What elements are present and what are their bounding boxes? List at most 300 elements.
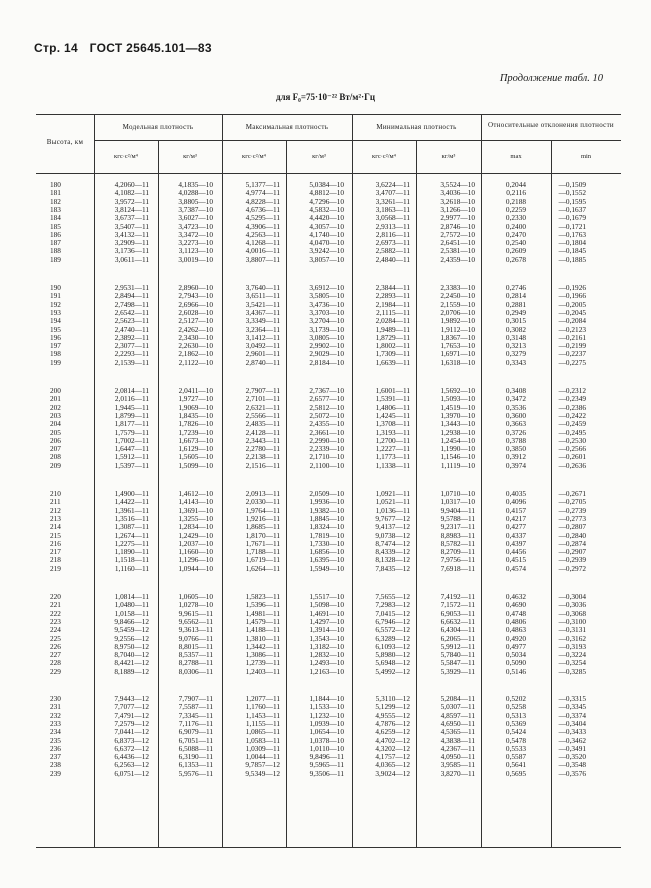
- altitude-cell: 222: [50, 608, 61, 618]
- rel-max-cell: 0,2116: [506, 188, 526, 198]
- min-kg-cell: 1,7653—10: [440, 341, 475, 351]
- rel-min-cell: —0,2773: [558, 513, 586, 523]
- model-kgs-cell: 1,5397—11: [114, 460, 149, 470]
- min-kgs-cell: 1,9489—11: [375, 324, 410, 334]
- rel-min-cell: —0,2939: [558, 555, 586, 565]
- min-kg-cell: 1,8367—10: [440, 332, 475, 342]
- rel-max-cell: 0,4096: [505, 497, 526, 507]
- rel-min-cell: —0,3491: [558, 743, 586, 753]
- min-kgs-cell: 1,1338—11: [375, 460, 410, 470]
- max-kgs-cell: 2,4128—11: [245, 427, 280, 437]
- min-kgs-cell: 1,8729—11: [375, 332, 410, 342]
- altitude-cell: 226: [50, 641, 61, 651]
- model-kgs-cell: 8,9750—12: [114, 641, 149, 651]
- max-kgs-cell: 4,8228—11: [245, 196, 280, 206]
- model-kg-cell: 3,2273—10: [178, 238, 213, 248]
- max-kgs-cell: 1,1155—11: [245, 718, 280, 728]
- rel-min-cell: —0,2084: [558, 316, 586, 326]
- max-kgs-cell: 2,4835—11: [245, 419, 280, 429]
- model-kgs-cell: 2,5623—11: [114, 316, 149, 326]
- rel-min-cell: —0,3462: [558, 735, 586, 745]
- model-kg-cell: 1,3255—10: [178, 513, 213, 523]
- model-kg-cell: 7,3345—11: [178, 710, 213, 720]
- max-kg-cell: 3,3703—10: [309, 307, 344, 317]
- min-kgs-cell: 1,1773—11: [375, 452, 410, 462]
- model-kg-cell: 8,8015—11: [178, 641, 213, 651]
- max-kgs-cell: 3,1412—11: [245, 332, 280, 342]
- max-kgs-cell: 1,4579—11: [245, 616, 280, 626]
- rel-max-cell: 0,3663: [505, 419, 526, 429]
- rel-max-cell: 0,4748: [505, 608, 526, 618]
- max-kg-cell: 2,5072—10: [309, 410, 344, 420]
- max-kg-cell: 1,2163—10: [309, 666, 344, 676]
- rel-max-cell: 0,3912: [505, 452, 526, 462]
- max-kg-cell: 1,1844—10: [309, 694, 344, 703]
- altitude-cell: 191: [50, 291, 61, 301]
- model-kg-cell: 3,3472—10: [178, 229, 213, 239]
- altitude-cell: 229: [50, 666, 61, 676]
- model-kg-cell: 1,2037—10: [178, 538, 213, 548]
- max-kg-cell: 3,9242—10: [309, 246, 344, 256]
- model-kgs-cell: 1,1890—11: [114, 547, 149, 557]
- min-kgs-cell: 8,1328—12: [375, 555, 410, 565]
- max-kg-cell: 3,6912—10: [309, 283, 344, 292]
- max-kgs-cell: 2,9601—11: [245, 349, 280, 359]
- min-kgs-cell: 9,4137—12: [375, 522, 410, 532]
- model-kg-cell: 2,6966—10: [178, 299, 213, 309]
- max-kgs-cell: 4,9774—11: [245, 188, 280, 198]
- altitude-cell: 227: [50, 650, 61, 660]
- header-altitude: Высота, км: [46, 138, 84, 146]
- rel-max-cell: 0,2259: [505, 204, 526, 214]
- model-kg-cell: 2,4262—10: [178, 324, 213, 334]
- altitude-cell: 224: [50, 625, 61, 635]
- model-kgs-cell: 2,9531—11: [114, 283, 149, 292]
- min-kgs-cell: 3,1863—11: [375, 204, 410, 214]
- min-kgs-cell: 1,3708—11: [375, 419, 410, 429]
- max-kg-cell: 1,0654—10: [309, 727, 344, 737]
- max-kgs-cell: 2,0913—11: [245, 489, 280, 498]
- model-kg-cell: 1,5099—10: [178, 460, 213, 470]
- rel-min-cell: —0,2161: [558, 332, 586, 342]
- min-kg-cell: 5,0307—11: [440, 702, 475, 712]
- min-kgs-cell: 1,6639—11: [375, 357, 410, 367]
- max-kg-cell: 1,8845—10: [309, 513, 344, 523]
- model-kg-cell: 3,7387—10: [178, 204, 213, 214]
- min-kgs-cell: 4,4702—12: [375, 735, 410, 745]
- max-kgs-cell: 4,6736—11: [245, 204, 280, 214]
- model-kg-cell: 1,9069—10: [178, 402, 213, 412]
- rel-max-cell: 0,2609: [505, 246, 526, 256]
- altitude-cell: 239: [50, 768, 61, 778]
- max-kg-cell: 1,9382—10: [309, 505, 344, 515]
- max-kg-cell: 1,7330—10: [309, 538, 344, 548]
- min-kgs-cell: 5,4992—12: [375, 666, 410, 676]
- model-kgs-cell: 3,9572—11: [114, 196, 149, 206]
- rel-max-cell: 0,4574: [505, 563, 526, 573]
- rel-min-cell: —0,3520: [558, 752, 586, 762]
- min-kgs-cell: 1,4806—11: [375, 402, 410, 412]
- model-kgs-cell: 2,7498—11: [114, 299, 149, 309]
- min-kg-cell: 3,2618—10: [440, 196, 475, 206]
- min-kgs-cell: 7,0415—12: [375, 608, 410, 618]
- model-kgs-cell: 7,0441—12: [114, 727, 149, 737]
- model-kgs-cell: 1,3961—11: [114, 505, 149, 515]
- altitude-cell: 223: [50, 616, 61, 626]
- max-kgs-cell: 1,5396—11: [245, 600, 280, 610]
- altitude-cell: 202: [50, 402, 61, 412]
- model-kg-cell: 3,1123—10: [178, 246, 213, 256]
- altitude-cell: 215: [50, 530, 61, 540]
- max-kg-cell: 5,0384—10: [309, 180, 344, 189]
- rel-min-cell: —0,2807: [558, 522, 586, 532]
- min-kgs-cell: 6,1093—12: [375, 641, 410, 651]
- unit-label: кг/м³: [183, 153, 197, 160]
- min-kg-cell: 5,3929—11: [440, 666, 475, 676]
- rel-min-cell: —0,1721: [558, 221, 586, 231]
- subheader-rule: [94, 140, 621, 141]
- altitude-cell: 212: [50, 505, 61, 515]
- model-kg-cell: 1,0278—10: [178, 600, 213, 610]
- max-kg-cell: 1,9936—10: [309, 497, 344, 507]
- max-kg-cell: 1,3543—10: [309, 633, 344, 643]
- model-kgs-cell: 7,7077—12: [114, 702, 149, 712]
- max-kgs-cell: 1,8170—11: [245, 530, 280, 540]
- model-kgs-cell: 1,0480—11: [114, 600, 149, 610]
- model-kg-cell: 2,1862—10: [178, 349, 213, 359]
- model-kgs-cell: 2,4740—11: [114, 324, 149, 334]
- model-kgs-cell: 4,1082—11: [114, 188, 149, 198]
- max-kgs-cell: 1,3810—11: [245, 633, 280, 643]
- altitude-cell: 219: [50, 563, 61, 573]
- model-kg-cell: 8,2788—11: [178, 658, 213, 668]
- min-kg-cell: 2,9977—10: [440, 213, 475, 223]
- model-kg-cell: 1,3691—10: [178, 505, 213, 515]
- min-kgs-cell: 2,9313—11: [375, 221, 410, 231]
- max-kgs-cell: 9,5349—12: [245, 768, 280, 778]
- max-kgs-cell: 1,2403—11: [245, 666, 280, 676]
- altitude-cell: 211: [50, 497, 61, 507]
- rel-max-cell: 0,4277: [505, 522, 526, 532]
- altitude-cell: 201: [50, 394, 61, 404]
- rel-max-cell: 0,2881: [505, 299, 526, 309]
- header-bottom-rule: [36, 173, 621, 174]
- max-kgs-cell: 9,7857—12: [245, 760, 280, 770]
- min-kg-cell: 1,4519—10: [440, 402, 475, 412]
- model-kg-cell: 1,2429—10: [178, 530, 213, 540]
- min-kg-cell: 1,9112—10: [440, 324, 475, 334]
- min-kg-cell: 6,9053—11: [440, 608, 475, 618]
- altitude-cell: 181: [50, 188, 61, 198]
- min-kg-cell: 1,0710—10: [440, 489, 475, 498]
- min-kgs-cell: 5,3110—12: [375, 694, 410, 703]
- min-kgs-cell: 3,9024—12: [375, 768, 410, 778]
- min-kgs-cell: 1,2700—11: [375, 435, 410, 445]
- max-kgs-cell: 2,3443—11: [245, 435, 280, 445]
- rel-max-cell: 0,3974: [505, 460, 526, 470]
- altitude-cell: 186: [50, 229, 61, 239]
- altitude-cell: 182: [50, 196, 61, 206]
- min-kg-cell: 2,6451—10: [440, 238, 475, 248]
- min-kg-cell: 5,9912—11: [440, 641, 475, 651]
- rel-min-cell: —0,3374: [558, 710, 586, 720]
- model-kgs-cell: 6,2563—12: [114, 760, 149, 770]
- max-kg-cell: 1,2493—10: [309, 658, 344, 668]
- max-kgs-cell: 1,0309—11: [245, 743, 280, 753]
- max-kg-cell: 1,5949—10: [309, 563, 344, 573]
- altitude-cell: 231: [50, 702, 61, 712]
- altitude-cell: 193: [50, 307, 61, 317]
- max-kg-cell: 9,8496—11: [309, 752, 344, 762]
- max-kg-cell: 4,1740—10: [309, 229, 344, 239]
- min-kg-cell: 2,7572—10: [440, 229, 475, 239]
- model-kg-cell: 7,7907—11: [178, 694, 213, 703]
- rel-max-cell: 0,2540: [505, 238, 526, 248]
- unit-label: кг/м³: [441, 153, 456, 160]
- model-kg-cell: 4,1835—10: [178, 180, 213, 189]
- max-kg-cell: 3,4736—10: [309, 299, 344, 309]
- rel-max-cell: 0,2188: [505, 196, 526, 206]
- units-label: для F₀=75·10⁻²² Вт/м²·Гц: [275, 92, 376, 102]
- model-kgs-cell: 8,4421—12: [114, 658, 149, 668]
- altitude-cell: 225: [50, 633, 61, 643]
- min-kg-cell: 1,2454—10: [440, 435, 475, 445]
- min-kg-cell: 3,9585—11: [440, 760, 475, 770]
- altitude-cell: 199: [50, 357, 61, 367]
- model-kgs-cell: 8,1889—12: [114, 666, 149, 676]
- min-kgs-cell: 7,8435—12: [375, 563, 410, 573]
- max-kg-cell: 1,7819—10: [309, 530, 344, 540]
- max-kgs-cell: 1,0865—11: [245, 727, 280, 737]
- max-kgs-cell: 4,1268—11: [245, 238, 280, 248]
- max-kg-cell: 4,8812—10: [309, 188, 344, 198]
- model-kg-cell: 7,5587—11: [178, 702, 213, 712]
- min-kgs-cell: 5,1299—12: [375, 702, 410, 712]
- min-kg-cell: 1,3970—10: [440, 410, 475, 420]
- max-kg-cell: 2,1710—10: [309, 452, 344, 462]
- max-kg-cell: 3,5805—10: [309, 291, 344, 301]
- rel-min-cell: —0,2739: [558, 505, 586, 515]
- max-kg-cell: 2,3661—10: [309, 427, 344, 437]
- model-kgs-cell: 3,1736—11: [114, 246, 149, 256]
- rel-min-cell: —0,2422: [558, 410, 586, 420]
- rel-min-cell: —0,1552: [558, 188, 586, 198]
- altitude-cell: 237: [50, 752, 61, 762]
- rel-max-cell: 0,4806: [505, 616, 526, 626]
- rel-max-cell: 0,3082: [505, 324, 526, 334]
- altitude-cell: 180: [50, 180, 61, 189]
- model-kgs-cell: 3,8124—11: [114, 204, 149, 214]
- model-kgs-cell: 1,8799—11: [114, 410, 149, 420]
- rel-max-cell: 0,4217: [505, 513, 526, 523]
- max-kg-cell: 1,0939—10: [309, 718, 344, 728]
- rel-max-cell: 0,3213: [505, 341, 526, 351]
- model-kgs-cell: 7,4791—12: [114, 710, 149, 720]
- model-kgs-cell: 3,0611—11: [114, 254, 149, 264]
- max-kg-cell: 3,0805—10: [309, 332, 344, 342]
- table-row: [0, 256, 651, 264]
- altitude-cell: 194: [50, 316, 61, 326]
- min-kg-cell: 7,6918—11: [440, 563, 475, 573]
- min-kg-cell: 8,5782—11: [440, 538, 475, 548]
- rel-min-cell: —0,2349: [558, 394, 586, 404]
- rel-max-cell: 0,3148: [505, 332, 526, 342]
- model-kg-cell: 7,1176—11: [178, 718, 213, 728]
- rel-min-cell: —0,1926: [558, 283, 586, 292]
- rel-min-cell: —0,2123: [558, 324, 586, 334]
- max-kgs-cell: 1,7188—11: [245, 547, 280, 557]
- model-kgs-cell: 3,6737—11: [114, 213, 149, 223]
- max-kg-cell: 1,6395—10: [309, 555, 344, 565]
- max-kgs-cell: 1,1760—11: [245, 702, 280, 712]
- max-kg-cell: 2,9902—10: [309, 341, 344, 351]
- min-kg-cell: 2,3383—10: [440, 283, 475, 292]
- min-kg-cell: 8,2709—11: [440, 547, 475, 557]
- rel-max-cell: 0,5478: [505, 735, 526, 745]
- altitude-cell: 236: [50, 743, 61, 753]
- header-model-density: Модельная плотность: [122, 123, 194, 131]
- model-kg-cell: 1,6673—10: [178, 435, 213, 445]
- rel-min-cell: —0,2045: [558, 307, 586, 317]
- model-kgs-cell: 3,4132—11: [114, 229, 149, 239]
- rel-min-cell: —0,3068: [558, 608, 586, 618]
- max-kgs-cell: 2,1516—11: [245, 460, 280, 470]
- max-kgs-cell: 2,2780—11: [245, 444, 280, 454]
- max-kgs-cell: 3,8807—11: [245, 254, 280, 264]
- min-kg-cell: 4,2367—11: [440, 743, 475, 753]
- model-kgs-cell: 8,7040—12: [114, 650, 149, 660]
- table-row: [0, 565, 651, 573]
- continuation-label: Продолжение табл. 10: [499, 73, 603, 84]
- min-kgs-cell: 1,6001—11: [375, 386, 410, 395]
- model-kg-cell: 1,6129—10: [178, 444, 213, 454]
- min-kgs-cell: 9,7677—12: [375, 513, 410, 523]
- rel-min-cell: —0,2530: [558, 435, 586, 445]
- max-kg-cell: 2,7367—10: [309, 386, 344, 395]
- max-kgs-cell: 2,0330—11: [245, 497, 280, 507]
- min-kg-cell: 4,8597—11: [440, 710, 475, 720]
- table-bottom-rule: [36, 847, 621, 848]
- max-kgs-cell: 1,6264—11: [245, 563, 280, 573]
- altitude-cell: 214: [50, 522, 61, 532]
- rel-max-cell: 0,2678: [505, 254, 526, 264]
- altitude-cell: 188: [50, 246, 61, 256]
- min-kgs-cell: 2,0284—11: [375, 316, 410, 326]
- model-kg-cell: 6,5088—11: [178, 743, 213, 753]
- rel-max-cell: 0,5533: [505, 743, 526, 753]
- max-kg-cell: 1,1533—10: [309, 702, 344, 712]
- model-kgs-cell: 1,0158—11: [114, 608, 149, 618]
- rel-min-cell: —0,1804: [558, 238, 586, 248]
- rel-max-cell: 0,3472: [505, 394, 526, 404]
- model-kg-cell: 1,4612—10: [178, 489, 213, 498]
- min-kgs-cell: 3,0568—11: [375, 213, 410, 223]
- min-kg-cell: 5,5847—11: [440, 658, 475, 668]
- rel-max-cell: 0,3726: [505, 427, 526, 437]
- min-kgs-cell: 4,0365—12: [375, 760, 410, 770]
- model-kg-cell: 2,3430—10: [178, 332, 213, 342]
- min-kgs-cell: 2,1984—11: [375, 299, 410, 309]
- rel-min-cell: —0,1679: [558, 213, 586, 223]
- min-kg-cell: 1,3443—10: [440, 419, 475, 429]
- max-kg-cell: 2,8184—10: [309, 357, 344, 367]
- rel-max-cell: 0,2044: [505, 180, 526, 189]
- max-kg-cell: 1,3182—10: [309, 641, 344, 651]
- max-kgs-cell: 3,2364—11: [245, 324, 280, 334]
- min-kg-cell: 6,4304—11: [440, 625, 475, 635]
- unit-label: max: [510, 153, 522, 160]
- model-kgs-cell: 2,8494—11: [114, 291, 149, 301]
- model-kgs-cell: 1,0814—11: [114, 592, 149, 601]
- max-kg-cell: 4,7296—10: [309, 196, 344, 206]
- rel-min-cell: —0,2840: [558, 530, 586, 540]
- rel-min-cell: —0,3285: [558, 666, 586, 676]
- max-kgs-cell: 2,8740—11: [245, 357, 280, 367]
- max-kgs-cell: 4,0016—11: [245, 246, 280, 256]
- rel-max-cell: 0,5587: [505, 752, 526, 762]
- rel-min-cell: —0,2005: [558, 299, 586, 309]
- model-kg-cell: 1,0605—10: [178, 592, 213, 601]
- rel-min-cell: —0,3315: [558, 694, 586, 703]
- max-kg-cell: 1,0110—10: [309, 743, 344, 753]
- min-kg-cell: 7,4192—11: [440, 592, 475, 601]
- model-kg-cell: 8,5357—11: [178, 650, 213, 660]
- max-kgs-cell: 3,3349—11: [245, 316, 280, 326]
- min-kg-cell: 9,2317—11: [440, 522, 475, 532]
- rel-max-cell: 0,5313: [505, 710, 526, 720]
- max-kg-cell: 2,6577—10: [309, 394, 344, 404]
- min-kg-cell: 2,8746—10: [440, 221, 475, 231]
- min-kgs-cell: 4,3202—12: [375, 743, 410, 753]
- max-kg-cell: 4,5832—10: [309, 204, 344, 214]
- altitude-cell: 216: [50, 538, 61, 548]
- min-kgs-cell: 4,6259—12: [375, 727, 410, 737]
- max-kgs-cell: 1,7671—11: [245, 538, 280, 548]
- max-kgs-cell: 1,1453—11: [245, 710, 280, 720]
- model-kgs-cell: 3,5407—11: [114, 221, 149, 231]
- min-kgs-cell: 2,8116—11: [375, 229, 410, 239]
- rel-min-cell: —0,1637: [558, 204, 586, 214]
- altitude-cell: 208: [50, 452, 61, 462]
- max-kg-cell: 4,0470—10: [309, 238, 344, 248]
- model-kg-cell: 1,8435—10: [178, 410, 213, 420]
- max-kg-cell: 2,0509—10: [309, 489, 344, 498]
- model-kgs-cell: 7,2579—12: [114, 718, 149, 728]
- rel-max-cell: 0,5424: [505, 727, 526, 737]
- model-kgs-cell: 1,7579—11: [114, 427, 149, 437]
- rel-max-cell: 0,4035: [505, 489, 526, 498]
- rel-min-cell: —0,2671: [558, 489, 586, 498]
- model-kg-cell: 2,6028—10: [178, 307, 213, 317]
- model-kg-cell: 2,2630—10: [178, 341, 213, 351]
- max-kgs-cell: 5,1377—11: [245, 180, 280, 189]
- rel-min-cell: —0,3548: [558, 760, 586, 770]
- model-kg-cell: 1,7239—10: [178, 427, 213, 437]
- model-kgs-cell: 1,4900—11: [114, 489, 149, 498]
- rel-max-cell: 0,5202: [505, 694, 526, 703]
- min-kg-cell: 2,1559—10: [440, 299, 475, 309]
- max-kg-cell: 1,4691—10: [309, 608, 344, 618]
- rel-max-cell: 0,4977: [505, 641, 526, 651]
- max-kgs-cell: 4,5295—11: [245, 213, 280, 223]
- model-kg-cell: 5,9576—11: [178, 768, 213, 778]
- altitude-cell: 238: [50, 760, 61, 770]
- rel-max-cell: 0,3408: [505, 386, 526, 395]
- min-kgs-cell: 7,5655—12: [375, 592, 410, 601]
- model-kgs-cell: 2,3892—11: [114, 332, 149, 342]
- model-kg-cell: 1,7826—10: [178, 419, 213, 429]
- rel-min-cell: —0,2907: [558, 547, 586, 557]
